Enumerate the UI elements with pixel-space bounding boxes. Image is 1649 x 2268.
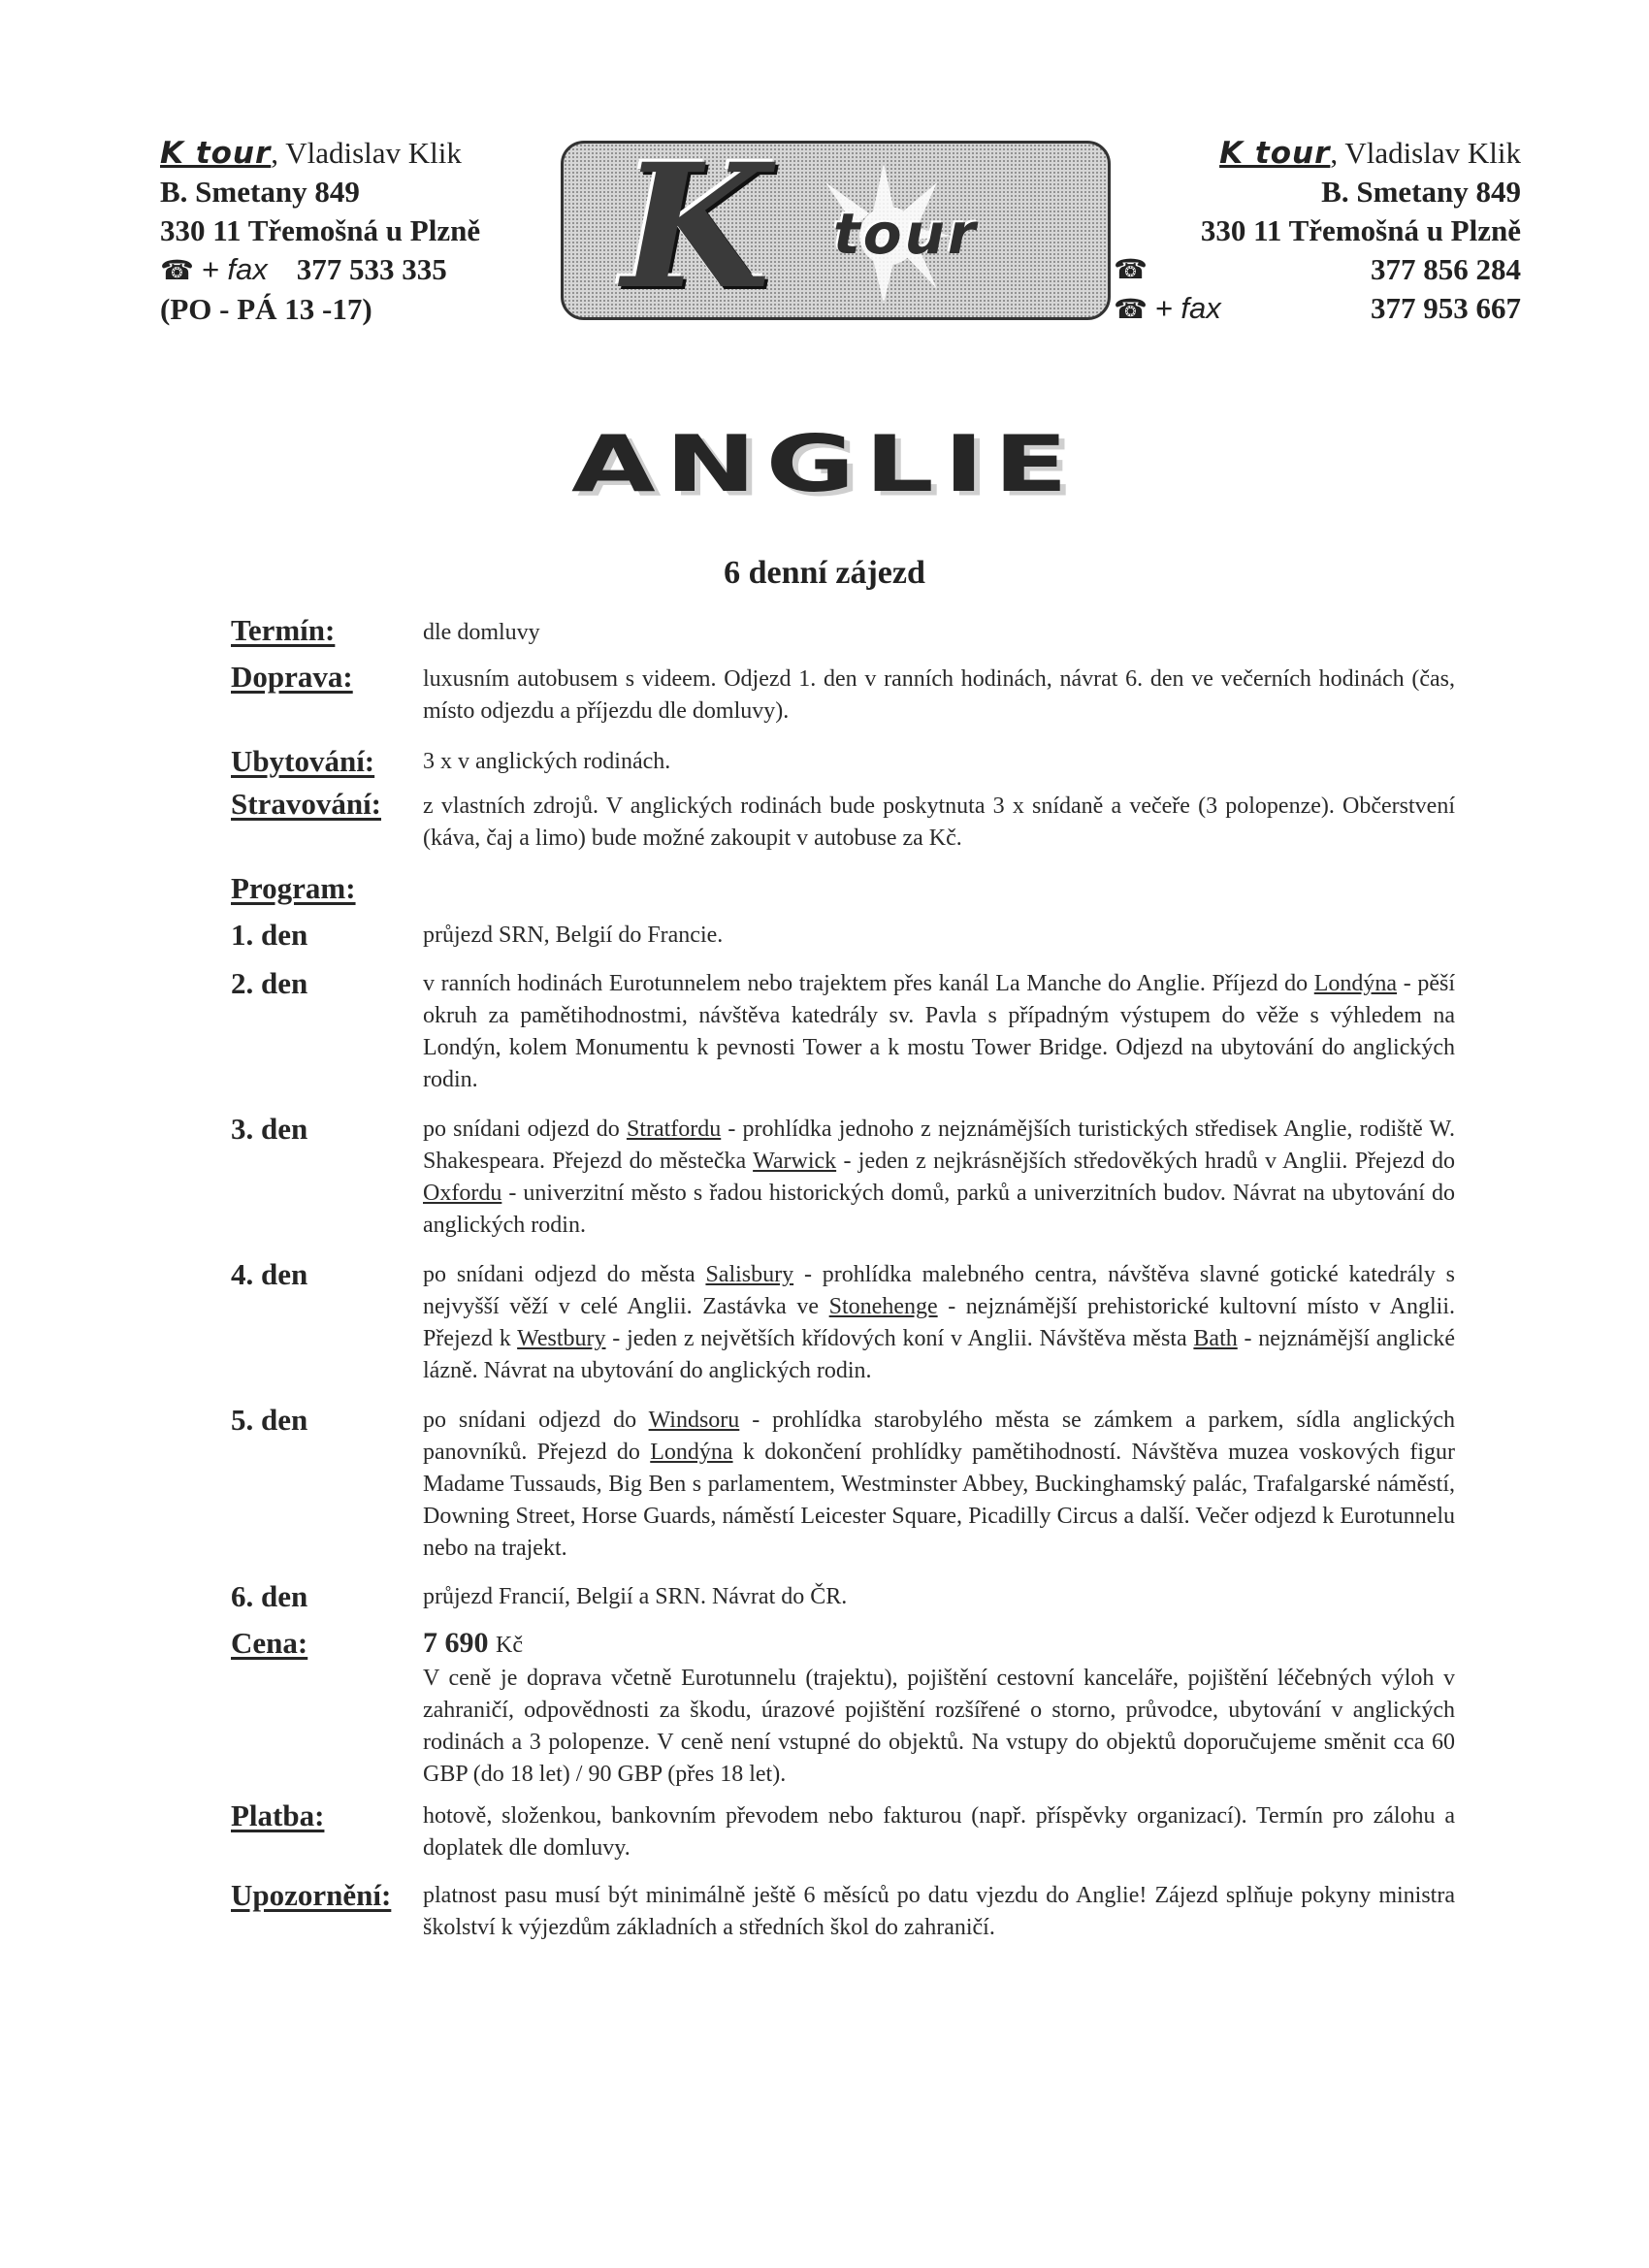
place-link: Westbury (517, 1326, 606, 1351)
place-link: Londýna (1313, 971, 1398, 996)
price-description: V ceně je doprava včetně Eurotunnelu (trajektu), pojištění cestovní kanceláře, pojištění léčebných výloh v zahraničí, odpovědnosti za škodu, úrazové pojištění rozšířené o storno, průvodce, ubytování v anglických rodinách a 3 polopenze. V ceně není vstupné do objektů. Na vstupy do objektů doporučujeme směnit cca 60 GBP (do 18 let) / 90 GBP (přes 18 let). (423, 1666, 1455, 1787)
place-link: Londýna (650, 1440, 733, 1465)
phone-fax-number: 377 953 667 (1371, 291, 1521, 325)
section-label: Program: (231, 871, 356, 905)
section-ubytovani (231, 744, 1455, 787)
day-label: 5. den (231, 1403, 308, 1437)
day-text: po snídani odjezd do Stratfordu - prohlídka jednoho z nejznámějších turistických středisek Anglie, rodiště W. Shakespeara. Přejezd do městečka Warwick - jeden z nejkrásnějších středověkých hradů v Anglii. Přejezd do Oxfordu - univerzitní město s řadou historických domů, parků a univerzitních budov. Návrat na ubytování do anglických rodin. (423, 1117, 1455, 1238)
day-text: průjezd SRN, Belgií do Francie. (423, 923, 724, 948)
phone-fax-number: 377 533 335 (296, 252, 447, 286)
section-cena (231, 1626, 1455, 1798)
place-link: Stonehenge (828, 1294, 938, 1319)
section-text: 3 x v anglických rodinách. (423, 749, 671, 774)
day-label: 2. den (231, 966, 308, 1000)
section-doprava (231, 660, 1455, 744)
section-text: luxusním autobusem s videem. Odjezd 1. den v ranních hodinách, návrat 6. den ve večerních hodinách (čas, místo odjezdu a příjezdu dle domluvy). (423, 666, 1455, 724)
price (423, 1626, 1455, 1663)
tour-details (231, 613, 1455, 1944)
day-3 (231, 1112, 1455, 1257)
phone-number: 377 856 284 (1371, 252, 1521, 286)
section-termin (231, 613, 1455, 660)
city-address: 330 11 Třemošná u Plzně (1200, 213, 1521, 247)
day-label: 1. den (231, 918, 308, 952)
brand-name: K tour (1219, 136, 1331, 171)
place-link: Windsoru (648, 1408, 740, 1433)
section-label: Platba: (231, 1798, 325, 1832)
logo-letter-k: K (622, 141, 770, 320)
place-link: Salisbury (705, 1262, 794, 1287)
section-text: platnost pasu musí být minimálně ještě 6 měsíců po datu vjezdu do Anglie! Zájezd splňuje pokyny ministra školství k výjezdům základních a středních škol do zahraničí. (423, 1883, 1455, 1940)
day-label: 6. den (231, 1579, 308, 1613)
section-text: z vlastních zdrojů. V anglických rodinách bude poskytnuta 3 x snídaně a večeře (3 polopenze). Občerstvení (káva, čaj a limo) bude možné zakoupit v autobuse za Kč. (423, 794, 1455, 851)
place-link: Oxfordu (423, 1181, 502, 1206)
contact-brand-line (160, 134, 567, 173)
street-address: B. Smetany 849 (1321, 175, 1521, 209)
phone-icon: ☎ (1114, 253, 1148, 285)
section-label: Upozornění: (231, 1878, 392, 1912)
fax-label: + fax (1154, 291, 1221, 325)
day-text: po snídani odjezd do města Salisbury - prohlídka malebného centra, návštěva slavné gotické katedrály s nejvyšší věží v celé Anglii. Zastávka ve Stonehenge - nejznámější prehistorické kultovní místo v Anglii. Přejezd k Westbury - jeden z největších křídových koní v Anglii. Návštěva města Bath - nejznámější anglické lázně. Návrat na ubytování do anglických rodin. (423, 1262, 1456, 1383)
place-link: Warwick (753, 1149, 837, 1174)
day-4 (231, 1257, 1455, 1403)
day-2 (231, 966, 1455, 1112)
section-text (423, 1626, 1455, 1791)
day-text: průjezd Francií, Belgií a SRN. Návrat do ČR. (423, 1584, 848, 1609)
day-label: 3. den (231, 1112, 308, 1146)
section-text: hotově, složenkou, bankovním převodem nebo fakturou (např. příspěvky organizací). Termín pro zálohu a doplatek dle domluvy. (423, 1803, 1455, 1861)
phone-fax-line (1114, 289, 1521, 329)
section-label: Doprava: (231, 660, 353, 694)
place-link: Bath (1193, 1326, 1238, 1351)
day-text: po snídani odjezd do Windsoru - prohlídka starobylého města se zámkem a parkem, sídla anglických panovníků. Přejezd do Londýna k dokončení prohlídky pamětihodností. Návštěva muzea voskových figur Madame Tussauds, Big Ben s parlamentem, Westminster Abbey, Buckinghamský palác, Trafalgarské náměstí, Downing Street, Horse Guards, náměstí Leicester Square, Picadilly Circus a další. Večer odjezd k Eurotunnelu nebo na trajekt. (423, 1408, 1455, 1561)
owner-name: , Vladislav Klik (1330, 136, 1521, 170)
section-label: Stravování: (231, 787, 381, 821)
street-address: B. Smetany 849 (160, 175, 360, 209)
page-title: ANGLIE (571, 419, 1078, 510)
city-address: 330 11 Třemošná u Plzně (160, 213, 481, 247)
section-platba (231, 1798, 1455, 1878)
day-1 (231, 918, 1455, 966)
day-5 (231, 1403, 1455, 1579)
section-upozorneni (231, 1878, 1455, 1944)
section-label: Ubytování: (231, 744, 375, 778)
section-label: Termín: (231, 613, 336, 647)
phone-icon: ☎ (160, 254, 194, 286)
k-tour-logo (561, 141, 1111, 320)
contact-block-right (1114, 134, 1521, 329)
brand-name: K tour (160, 136, 272, 171)
logo-word-tour: tour (833, 201, 979, 267)
contact-block-left (160, 134, 567, 329)
phone-icon: ☎ (1114, 293, 1148, 325)
day-text: v ranních hodinách Eurotunnelem nebo trajektem přes kanál La Manche do Anglie. Příjezd do Londýna - pěší okruh za pamětihodnostmi, návštěva katedrály sv. Pavla s případným výstupem do věže s výhledem na Londýn, kolem Monumentu k pevnosti Tower a k mostu Tower Bridge. Odjezd na ubytování do anglických rodin. (423, 971, 1456, 1092)
place-link: Stratfordu (626, 1117, 722, 1142)
office-hours: (PO - PÁ 13 -17) (160, 292, 372, 326)
section-text: dle domluvy (423, 620, 540, 645)
price-amount: 7 690 (423, 1627, 489, 1659)
section-label: Cena: (231, 1626, 308, 1660)
phone-fax-line (160, 250, 567, 290)
day-6 (231, 1579, 1455, 1626)
phone-fax-label (1114, 289, 1221, 329)
day-label: 4. den (231, 1257, 308, 1291)
fax-label: + fax (201, 252, 268, 286)
page-subtitle: 6 denní zájezd (724, 555, 925, 591)
section-stravovani (231, 787, 1455, 871)
contact-brand-line (1114, 134, 1521, 173)
owner-name: , Vladislav Klik (271, 136, 462, 170)
price-currency: Kč (496, 1633, 523, 1658)
section-program (231, 871, 1455, 918)
phone-line (1114, 250, 1521, 289)
